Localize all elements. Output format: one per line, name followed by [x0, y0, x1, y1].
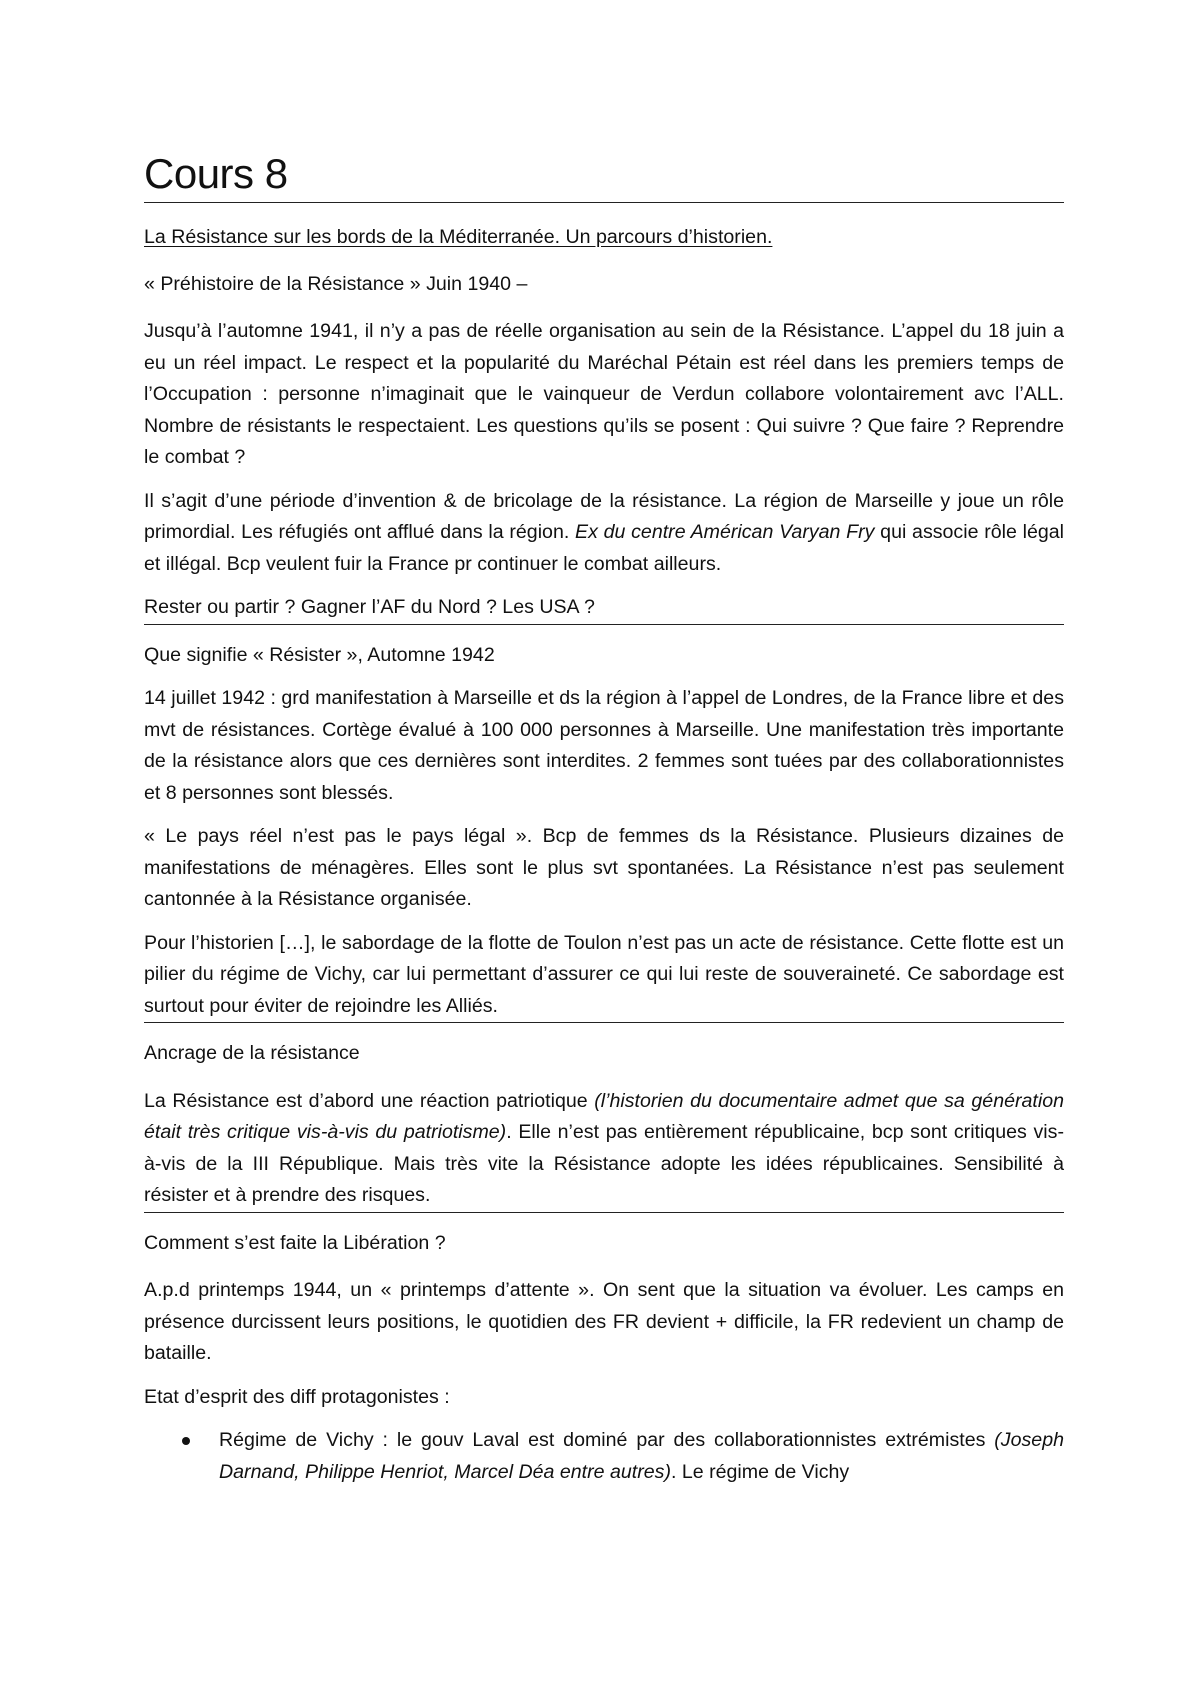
text-run: Régime de Vichy : le gouv Laval est dominé par des collaborationnistes extrémistes [219, 1429, 995, 1451]
paragraph-automne-1941: Jusqu’à l’automne 1941, il n’y a pas de réelle organisation au sein de la Résistance. L’appel du 18 juin a eu un réel impact. Le respect et la popularité du Maréchal Pétain est réel dans les premiers temps de l’Occupation : personne n’imaginait que le vainqueur de Verdun collabore volontairement avc l’ALL. Nombre de résistants le respectaient. Les questions qu’ils se posent : Qui suivre ? Que faire ? Reprendre le combat ? [144, 320, 1064, 468]
section-heading-liberation: Comment s’est faite la Libération ? [144, 1231, 446, 1254]
paragraph-flotte-toulon: Pour l’historien […], le sabordage de la flotte de Toulon n’est pas un acte de résistance. Cette flotte est un pilier du régime de Vichy, car lui permettant d’assurer ce qui lui reste de souveraineté. Ce sabordage est surtout pour éviter de rejoindre les Alliés. [144, 928, 1064, 1024]
bullet-dot-icon [182, 1437, 190, 1445]
paragraph-printemps-1944: A.p.d printemps 1944, un « printemps d’attente ». On sent que la situation va évoluer. Les camps en présence durcissent leurs positions, le quotidien des FR devient + difficile, la FR redevient un champ de bataille. [144, 1279, 1064, 1364]
italic-text-run: Ex du centre Américan Varyan Fry [575, 521, 875, 543]
paragraph-etat-esprit: Etat d’esprit des diff protagonistes : [144, 1385, 450, 1408]
italic-text-run: (l’historien du documentaire admet que sa génération était très critique vis-à-vis du patriotisme) [144, 1089, 1064, 1143]
document-subtitle: La Résistance sur les bords de la Méditerranée. Un parcours d’historien. [144, 226, 773, 248]
paragraph-rester-ou-partir: Rester ou partir ? Gagner l’AF du Nord ? Les USA ? [144, 592, 1064, 625]
paragraph-14-juillet: 14 juillet 1942 : grd manifestation à Marseille et ds la région à l’appel de Londres, de la France libre et des mvt de résistances. Cortège évalué à 100 000 personnes à Marseille. Une manifestation très importante de la résistance alors que ces dernières sont interdites. 2 femmes sont tuées par des collaborationnistes et 8 personnes sont blessés. [144, 687, 1064, 804]
paragraph-invention-bricolage [144, 486, 1064, 581]
bullet-list [144, 1425, 1064, 1488]
section-heading-resister: Que signifie « Résister », Automne 1942 [144, 643, 495, 666]
paragraph-reaction-patriotique [144, 1086, 1064, 1213]
document-title: Cours 8 [144, 148, 1064, 203]
document-page [144, 148, 1064, 1488]
section-heading-ancrage: Ancrage de la résistance [144, 1042, 360, 1064]
list-item [144, 1425, 1064, 1488]
text-run: Il s’agit d’une période d’invention & de bricolage de la résistance. La région de Marseille y joue un rôle primordial. Les réfugiés ont afflué dans la région. [144, 489, 1064, 543]
text-run: . Elle n’est pas entièrement républicaine, bcp sont critiques vis-à-vis de la III République. Mais très vite la Résistance adopte les idées républicaines. Sensibilité à résister et à prendre des risques. [144, 1121, 1064, 1206]
text-run: La Résistance est d’abord une réaction patriotique [144, 1089, 595, 1112]
section-heading-prehistoire: « Préhistoire de la Résistance » Juin 1940 – [144, 272, 528, 295]
italic-text-run: (Joseph Darnand, Philippe Henriot, Marcel Déa entre autres) [219, 1429, 1064, 1483]
paragraph-pays-reel: « Le pays réel n’est pas le pays légal ». Bcp de femmes ds la Résistance. Plusieurs dizaines de manifestations de ménagères. Elles sont le plus svt spontanées. La Résistance n’est pas seulement cantonnée à la Résistance organisée. [144, 825, 1064, 910]
text-run: . Le régime de Vichy [670, 1460, 850, 1483]
text-run: qui associe rôle légal et illégal. Bcp veulent fuir la France pr continuer le combat ailleurs. [144, 521, 1065, 575]
